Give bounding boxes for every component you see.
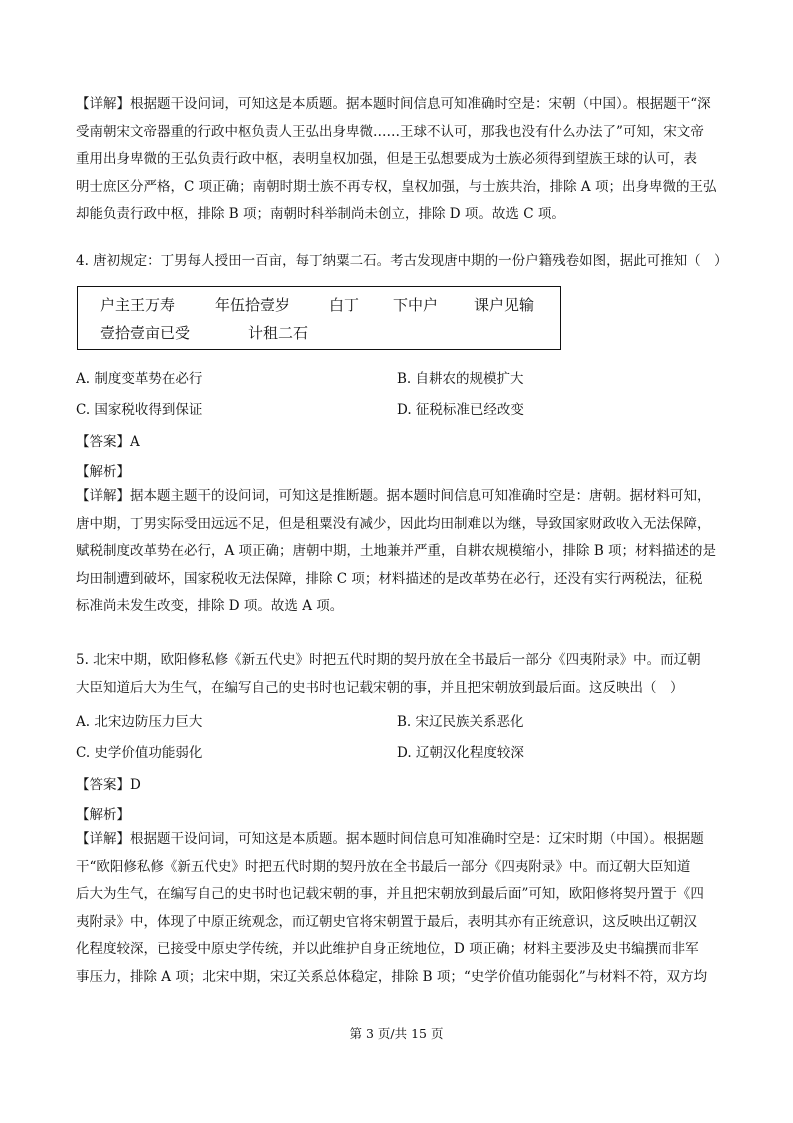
table-cell: 年伍拾壹岁 bbox=[215, 296, 291, 314]
table-cell: 课户见输 bbox=[474, 296, 535, 314]
q4-answer: 【答案】A bbox=[76, 434, 140, 450]
q5-detail-line: 化程度较深，已接受中原史学传统，并以此维护自身正统地位，D 项正确；材料主要涉及史书编撰而非军 bbox=[76, 941, 699, 957]
q5-detail-line: 【详解】根据题干设问词，可知这是本质题。据本题时间信息可知准确时空是：辽宋时期（中国）。根据题 bbox=[76, 831, 704, 847]
table-cell: 计租二石 bbox=[248, 324, 309, 342]
q5-stem-line: 大臣知道后大为生气，在编写自己的史书时也记载宋朝的事，并且把宋朝放到最后面。这反映出（ ） bbox=[76, 679, 684, 696]
page-footer: 第 3 页/共 15 页 bbox=[349, 1026, 444, 1041]
q3-detail-line: 【详解】根据题干设问词，可知这是本质题。据本题时间信息可知准确时空是：宋朝（中国）。根据题干“深 bbox=[76, 96, 711, 112]
q5-option-d: D. 辽朝汉化程度较深 bbox=[397, 745, 524, 761]
q4-detail-line: 唐中期，丁男实际受田远远不足，但是租粟没有减少，因此均田制难以为继，导致国家财政收入无法保障， bbox=[76, 515, 711, 532]
q4-detail-line: 标准尚未发生改变，排除 D 项。故选 A 项。 bbox=[76, 598, 344, 614]
q4-detail bbox=[76, 483, 726, 621]
q5-detail-line: 事压力，排除 A 项；北宋中期，宋辽关系总体稳定，排除 B 项；“史学价值功能弱化”与材料不符，双方均 bbox=[76, 968, 708, 985]
q5-stem bbox=[76, 647, 726, 702]
table-cell: 白丁 bbox=[329, 296, 360, 314]
q3-detail bbox=[76, 91, 726, 229]
q5-detail-line: 夷附录》中，体现了中原正统观念，而辽朝史官将宋朝置于最后，表明其亦有正统意识，这反映出辽朝汉 bbox=[76, 913, 697, 930]
q5-option-c: C. 史学价值功能弱化 bbox=[76, 745, 203, 761]
q5-option-a: A. 北宋边防压力巨大 bbox=[76, 714, 203, 730]
q4-option-d: D. 征税标准已经改变 bbox=[397, 402, 524, 418]
table-cell: 户主王万寿 bbox=[100, 296, 176, 314]
q5-analysis-label: 【解析】 bbox=[76, 807, 130, 823]
q5-detail-line: 干“欧阳修私修《新五代史》时把五代时期的契丹放在全书最后一部分《四夷附录》中。而辽朝大臣知道 bbox=[76, 858, 691, 875]
q3-detail-line: 重用出身卑微的王弘负责行政中枢，表明皇权加强，但是王弘想要成为士族必须得到望族王球的认可，表 bbox=[76, 151, 697, 167]
q5-option-b: B. 宋辽民族关系恶化 bbox=[397, 714, 524, 730]
q5-detail-line: 后大为生气，在编写自己的史书时也记载宋朝的事，并且把宋朝放到最后面”可知，欧阳修将契丹置于《四 bbox=[76, 886, 704, 902]
q4-detail-line: 均田制遭到破坏，国家税收无法保障，排除 C 项；材料描述的是改革势在必行，还没有实行两税法，征税 bbox=[76, 570, 703, 587]
q3-detail-line: 却能负责行政中枢，排除 B 项；南朝时科举制尚未创立，排除 D 项。故选 C 项。 bbox=[76, 206, 565, 222]
q4-household-register-table bbox=[77, 286, 561, 350]
q4-detail-line: 赋税制度改革势在必行，A 项正确；唐朝中期，土地兼并严重，自耕农规模缩小，排除 B 项；材料描述的是 bbox=[76, 543, 717, 559]
table-cell: 下中户 bbox=[393, 296, 439, 314]
q4-detail-line: 【详解】据本题主题干的设问词，可知这是推断题。据本题时间信息可知准确时空是：唐朝。据材料可知， bbox=[76, 488, 711, 504]
table-cell: 壹拾壹亩已受 bbox=[100, 324, 191, 342]
q4-option-b: B. 自耕农的规模扩大 bbox=[397, 371, 524, 387]
q5-detail bbox=[76, 826, 726, 991]
q5-answer: 【答案】D bbox=[76, 777, 141, 793]
q3-detail-line: 受南朝宋文帝器重的行政中枢负责人王弘出身卑微……王球不认可，那我也没有什么办法了”可知，宋文帝 bbox=[76, 123, 704, 140]
q4-analysis-label: 【解析】 bbox=[76, 464, 130, 480]
q3-detail-line: 明士庶区分严格，C 项正确；南朝时期士族不再专权，皇权加强，与士族共治，排除 A 项；出身卑微的王弘 bbox=[76, 178, 717, 195]
q5-stem-line: 5. 北宋中期，欧阳修私修《新五代史》时把五代时期的契丹放在全书最后一部分《四夷附录》中。而辽朝 bbox=[76, 652, 701, 668]
q4-option-c: C. 国家税收得到保证 bbox=[76, 402, 203, 418]
q4-option-a: A. 制度变革势在必行 bbox=[76, 371, 203, 387]
q4-stem: 4. 唐初规定：丁男每人授田一百亩，每丁纳粟二石。考古发现唐中期的一份户籍残卷如图，据此可推知（ ） bbox=[76, 253, 728, 269]
